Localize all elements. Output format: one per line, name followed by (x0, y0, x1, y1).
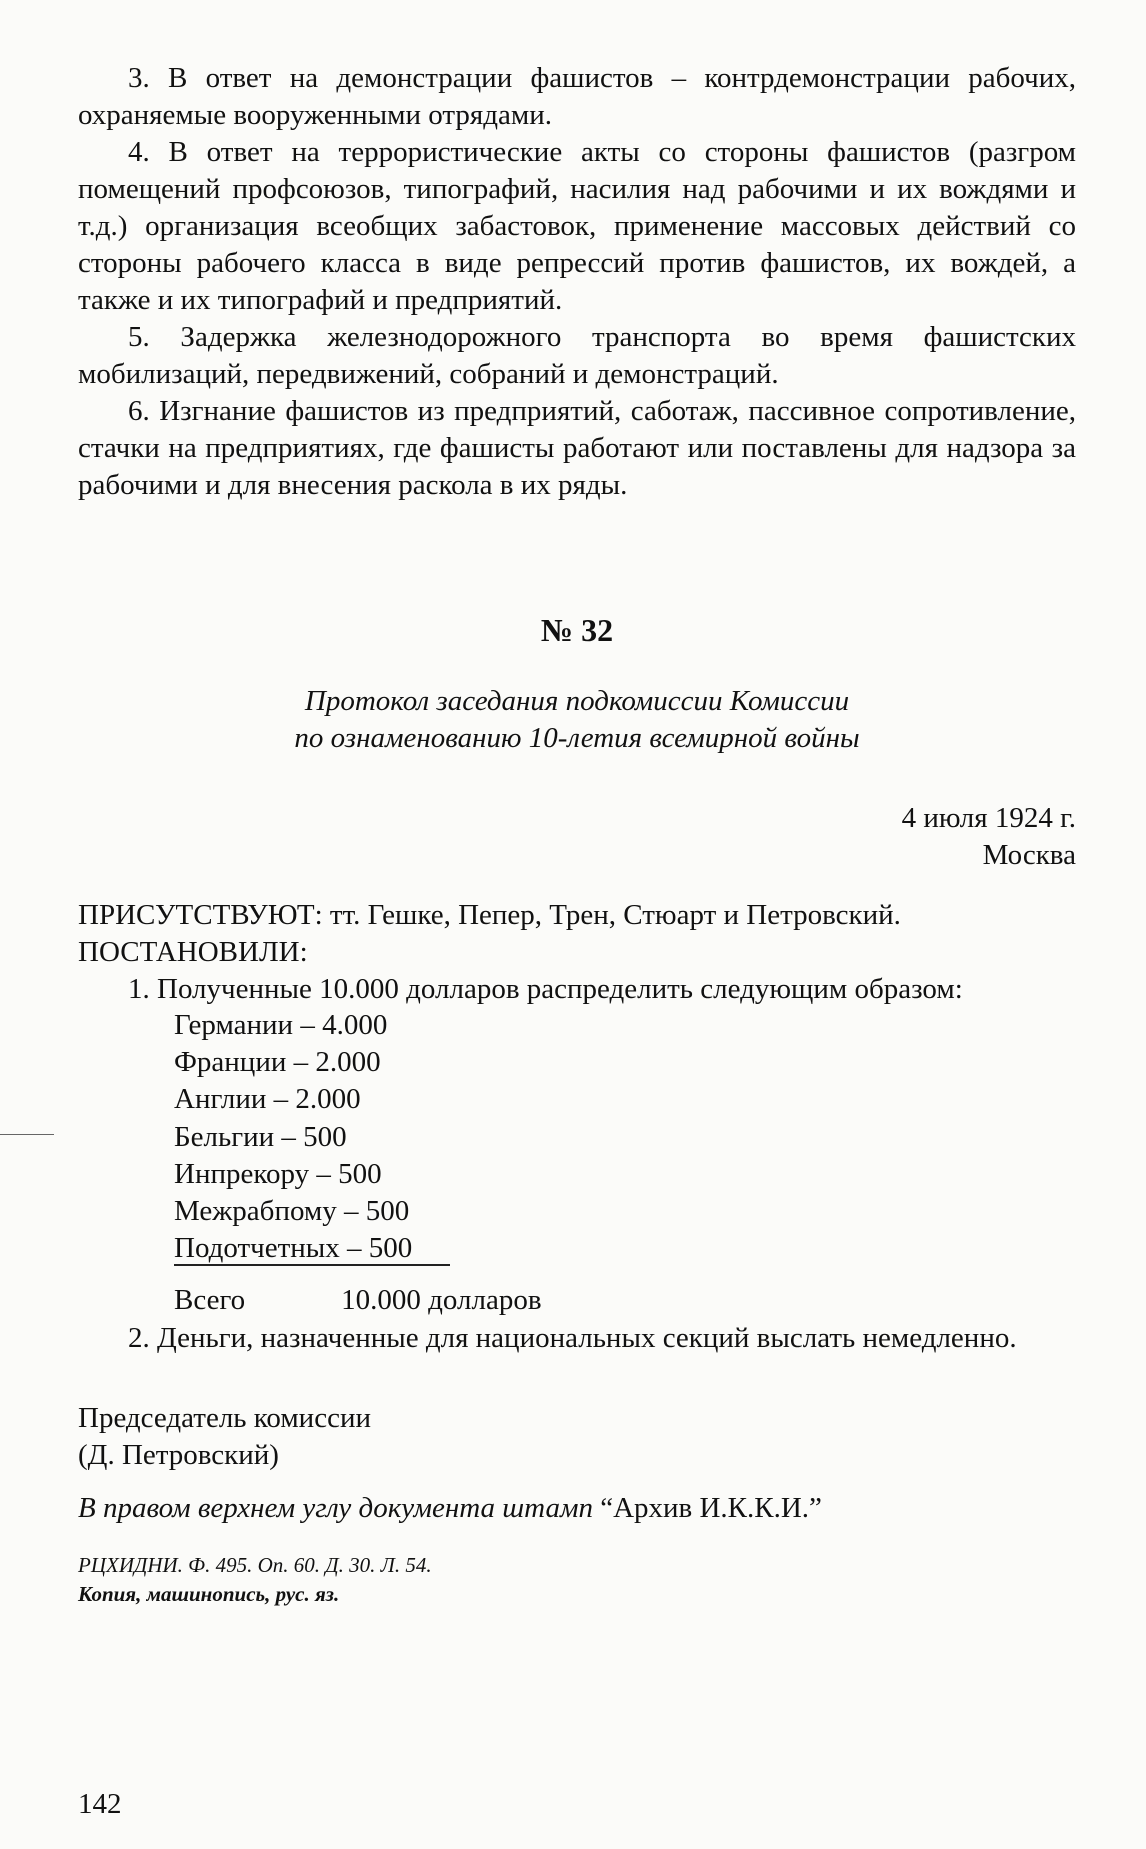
distribution-list (174, 1007, 412, 1267)
document-title-line-2: по ознаменованию 10-летия всемирной войны (294, 722, 860, 754)
list-item: Англии – 2.000 (174, 1083, 361, 1116)
margin-mark (0, 1134, 54, 1135)
list-item: Франции – 2.000 (174, 1046, 381, 1079)
signature-name: (Д. Петровский) (78, 1439, 279, 1471)
document-place: Москва (982, 839, 1076, 871)
list-item: Инпрекору – 500 (174, 1157, 382, 1190)
book-page (78, 0, 1078, 1849)
archive-reference: РЦХИДНИ. Ф. 495. Оп. 60. Д. 30. Л. 54. (78, 1553, 432, 1577)
list-item: Германии – 4.000 (174, 1009, 388, 1041)
total-amount: 10.000 долларов (341, 1284, 542, 1316)
signature-title: Председатель комиссии (78, 1402, 371, 1434)
list-item: Подотчетных – 500 (174, 1232, 413, 1265)
document-title-line-1: Протокол заседания подкомиссии Комиссии (304, 685, 850, 717)
sum-divider (174, 1264, 450, 1266)
stamp-note-label: В правом верхнем углу документа штамп (78, 1492, 593, 1524)
paragraph-6: 6. Изгнание фашистов из предприятий, саботаж, пассивное сопротивление, стачки на предприятиях, где фашисты работают или поставлены для надзора за рабочими и для внесения раскола в их ряды. (78, 395, 1076, 501)
resolved-heading: ПОСТАНОВИЛИ: (78, 936, 308, 968)
list-item: Бельгии – 500 (174, 1120, 347, 1153)
document-number: № 32 (540, 612, 614, 648)
resolution-item-1: 1. Полученные 10.000 долларов распределить следующим образом: (128, 973, 963, 1005)
paragraph-3: 3. В ответ на демонстрации фашистов – контрдемонстрации рабочих, охраняемые вооруженными отрядами. (78, 62, 1076, 131)
attendees: ПРИСУТСТВУЮТ: тт. Гешке, Пепер, Трен, Стюарт и Петровский. (78, 899, 901, 931)
paragraph-5: 5. Задержка железнодорожного транспорта во время фашистских мобилизаций, передвижений, собраний и демонстраций. (78, 321, 1076, 390)
document-date: 4 июля 1924 г. (901, 802, 1076, 834)
list-item: Межрабпому – 500 (174, 1195, 410, 1228)
paragraph-4: 4. В ответ на террористические акты со стороны фашистов (разгром помещений профсоюзов, типографий, насилия над рабочими и их вождями и т.д.) организация всеобщих забастовок, применение массовых действий со стороны рабочего класса в виде репрессий против фашистов, их вождей, а также и их типографий и предприятий. (78, 136, 1076, 316)
total-row (174, 1282, 542, 1319)
page-number: 142 (78, 1788, 122, 1820)
stamp-text: “Архив И.К.К.И.” (600, 1492, 822, 1524)
stamp-note (78, 1490, 822, 1527)
copy-note: Копия, машинопись, рус. яз. (78, 1582, 340, 1606)
total-label: Всего (174, 1284, 246, 1316)
resolution-item-2: 2. Деньги, назначенные для национальных секций выслать немедленно. (128, 1322, 1017, 1354)
document-title (78, 683, 1076, 757)
